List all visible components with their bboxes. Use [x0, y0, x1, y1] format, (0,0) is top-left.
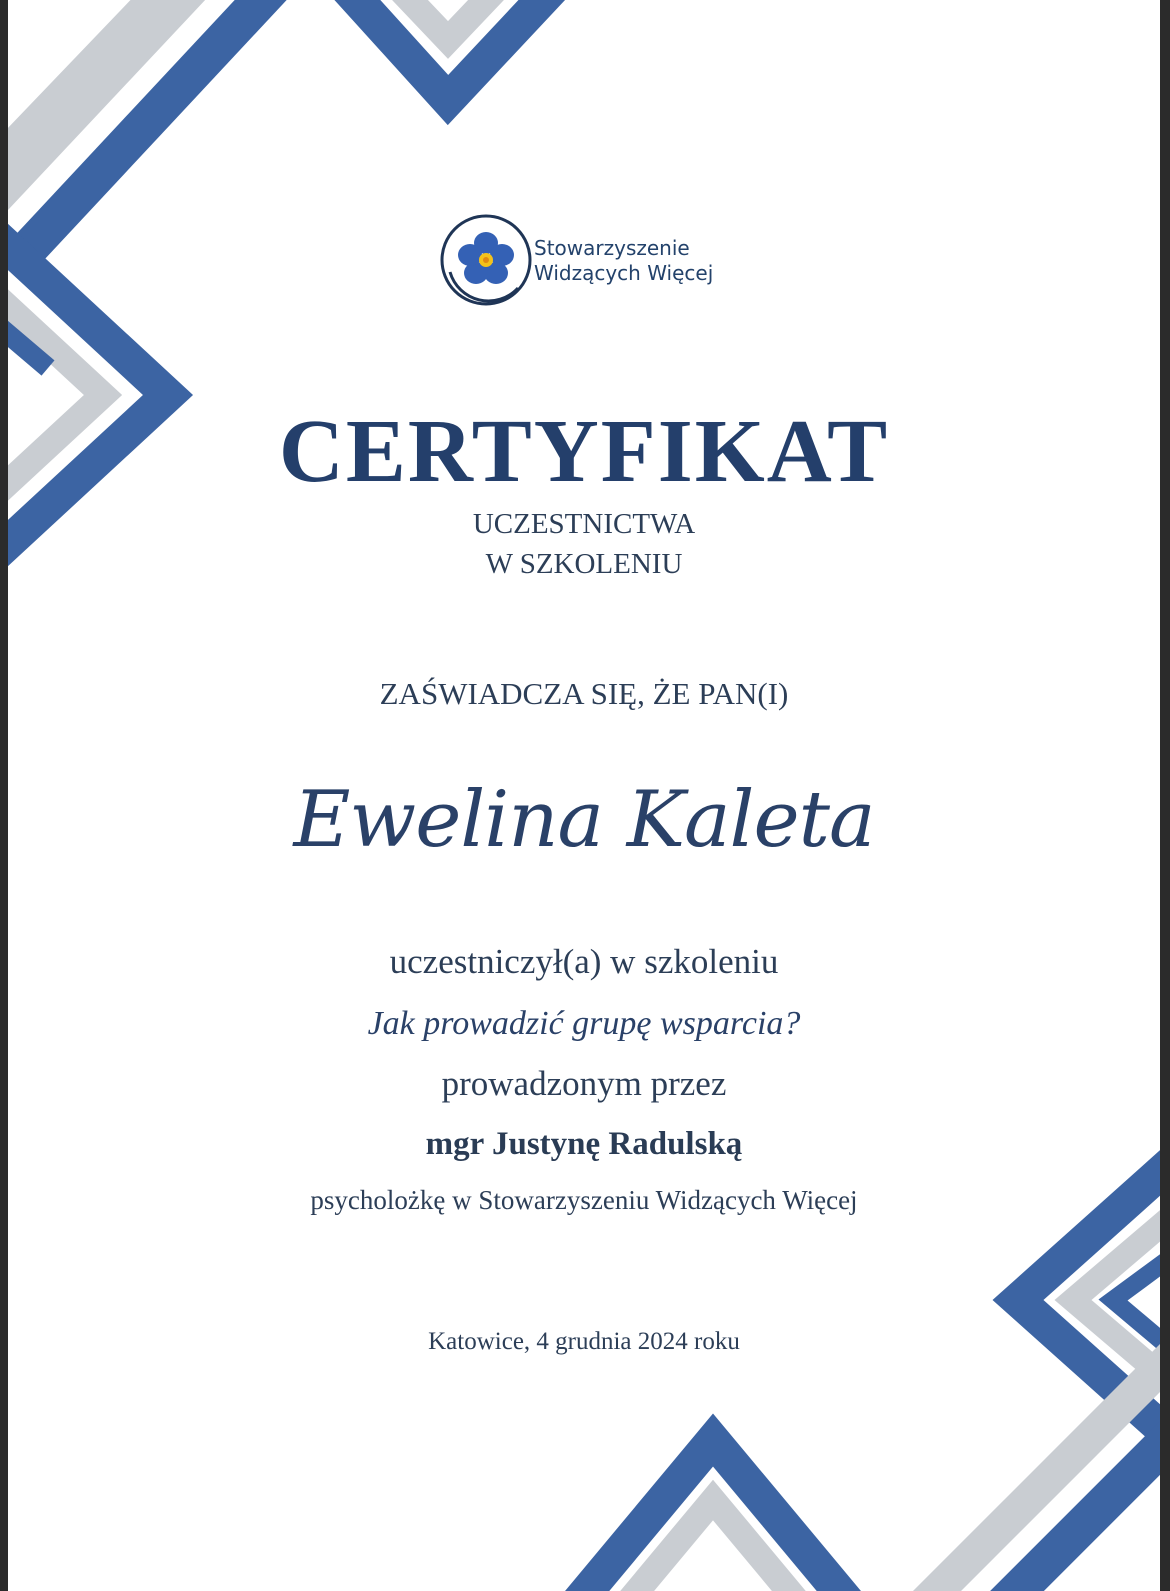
trainer-role: psycholożkę w Stowarzyszeniu Widzących Więcej [310, 1185, 858, 1215]
led-by-text: prowadzonym przez [441, 1064, 727, 1103]
participated-text: uczestniczył(a) w szkoleniu [389, 942, 779, 981]
certifies-text: ZAŚWIADCZA SIĘ, ŻE PAN(I) [379, 676, 789, 711]
place-and-date: Katowice, 4 grudnia 2024 roku [428, 1328, 740, 1355]
organization-name-line1: Stowarzyszenie [534, 236, 690, 260]
training-title: Jak prowadzić grupę wsparcia? [367, 1005, 801, 1042]
subtitle-line2: W SZKOLENIU [485, 548, 683, 580]
trainer-name: mgr Justynę Radulską [425, 1126, 743, 1162]
forget-me-not-flower-icon [438, 210, 538, 310]
certificate-title: CERTYFIKAT [278, 402, 890, 501]
participant-name: Ewelina Kaleta [293, 775, 875, 865]
certificate-subtitle [8, 504, 1160, 584]
certificate-page [8, 0, 1160, 1591]
subtitle-line1: UCZESTNICTWA [472, 508, 696, 540]
organization-logo [438, 210, 758, 310]
organization-name-line2: Widzących Więcej [534, 261, 714, 285]
